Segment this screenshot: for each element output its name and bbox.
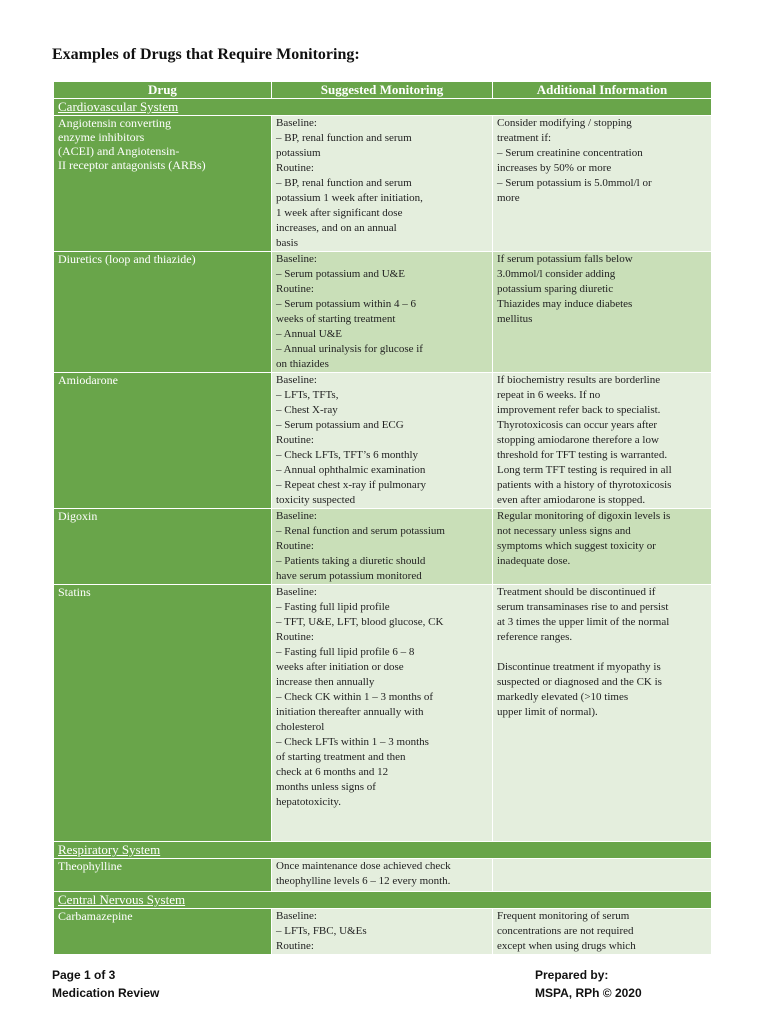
section-title-cns: Central Nervous System — [54, 892, 712, 909]
text-line: Theophylline — [58, 859, 122, 873]
text-line: weeks of starting treatment — [276, 313, 396, 325]
table-row-diuretics — [54, 252, 712, 373]
info-cell-diuretics — [493, 252, 712, 373]
text-line: improvement refer back to specialist. — [497, 404, 661, 416]
text-line: – LFTs, TFTs, — [276, 389, 339, 401]
footer-document-name: Medication Review — [52, 986, 160, 1000]
text-line: suspected or diagnosed and the CK is — [497, 676, 662, 688]
text-line: – Check CK within 1 – 3 months of — [276, 691, 434, 703]
text-line: – Annual ophthalmic examination — [276, 464, 426, 476]
text-line: reference ranges. — [497, 631, 573, 643]
text-line: not necessary unless signs and — [497, 525, 631, 537]
text-line: theophylline levels 6 – 12 every month. — [276, 875, 451, 887]
drug-cell-carbamazepine — [54, 909, 272, 955]
text-line: stopping amiodarone therefore a low — [497, 434, 659, 446]
text-line: – Annual U&E — [276, 328, 342, 340]
info-cell-amiodarone — [493, 373, 712, 509]
footer-page-number: Page 1 of 3 — [52, 968, 116, 982]
text-line: even after amiodarone is stopped. — [497, 494, 646, 506]
text-line: Carbamazepine — [58, 909, 133, 923]
text-line: – TFT, U&E, LFT, blood glucose, CK — [276, 616, 444, 628]
monitoring-cell-amiodarone — [272, 373, 493, 509]
text-line: Thyrotoxicosis can occur years after — [497, 419, 658, 431]
monitoring-cell-acei — [272, 116, 493, 252]
text-line: Baseline: — [276, 510, 317, 522]
text-line: Routine: — [276, 940, 314, 952]
text-line: repeat in 6 weeks. If no — [497, 389, 601, 401]
footer-author: MSPA, RPh © 2020 — [535, 986, 642, 1000]
text-line: – LFTs, FBC, U&Es — [276, 925, 367, 937]
monitoring-table — [53, 81, 712, 955]
text-line: Once maintenance dose achieved check — [276, 860, 451, 872]
table-row-digoxin — [54, 509, 712, 585]
text-line: Treatment should be discontinued if — [497, 586, 656, 598]
text-line: Long term TFT testing is required in all — [497, 464, 672, 476]
section-row-respiratory — [54, 842, 712, 859]
text-line: hepatotoxicity. — [276, 796, 341, 808]
info-cell-carbamazepine — [493, 909, 712, 955]
text-line: II receptor antagonists (ARBs) — [58, 158, 206, 172]
text-line: – Repeat chest x-ray if pulmonary — [276, 479, 426, 491]
table-row-acei — [54, 116, 712, 252]
section-row-cns — [54, 892, 712, 909]
drug-cell-statins — [54, 585, 272, 842]
text-line: Baseline: — [276, 253, 317, 265]
drug-cell-diuretics — [54, 252, 272, 373]
text-line: Discontinue treatment if myopathy is — [497, 661, 661, 673]
text-line: potassium — [276, 147, 321, 159]
text-line: check at 6 months and 12 — [276, 766, 389, 778]
text-line: – Serum creatinine concentration — [497, 147, 643, 159]
drug-cell-acei — [54, 116, 272, 252]
text-line: – Renal function and serum potassium — [276, 525, 445, 537]
text-line: Thiazides may induce diabetes — [497, 298, 633, 310]
table-row-carbamazepine — [54, 909, 712, 955]
text-line: Baseline: — [276, 586, 317, 598]
text-line: – Check LFTs, TFT’s 6 monthly — [276, 449, 419, 461]
drug-cell-theophylline — [54, 859, 272, 892]
text-line: – Fasting full lipid profile 6 – 8 — [276, 646, 415, 658]
monitoring-cell-statins — [272, 585, 493, 842]
text-line: months unless signs of — [276, 781, 376, 793]
text-line: – Chest X-ray — [276, 404, 338, 416]
text-line: basis — [276, 237, 298, 249]
table-header-row — [54, 82, 712, 99]
text-line: Baseline: — [276, 910, 317, 922]
monitoring-cell-theophylline — [272, 859, 493, 892]
header-additional-information: Additional Information — [493, 82, 712, 99]
table-row-theophylline — [54, 859, 712, 892]
text-line: 3.0mmol/l consider adding — [497, 268, 616, 280]
info-cell-acei — [493, 116, 712, 252]
text-line: threshold for TFT testing is warranted. — [497, 449, 668, 461]
text-line: Frequent monitoring of serum — [497, 910, 630, 922]
text-line: at 3 times the upper limit of the normal — [497, 616, 670, 628]
text-line: weeks after initiation or dose — [276, 661, 404, 673]
text-line: Regular monitoring of digoxin levels is — [497, 510, 671, 522]
text-line: – Annual urinalysis for glucose if — [276, 343, 423, 355]
text-line: enzyme inhibitors — [58, 130, 145, 144]
text-line: – Serum potassium is 5.0mmol/l or — [497, 177, 652, 189]
text-line: on thiazides — [276, 358, 329, 370]
text-line: – BP, renal function and serum — [276, 132, 412, 144]
text-line: If serum potassium falls below — [497, 253, 633, 265]
monitoring-cell-digoxin — [272, 509, 493, 585]
table-row-statins — [54, 585, 712, 842]
text-line: Statins — [58, 585, 91, 599]
text-line: inadequate dose. — [497, 555, 571, 567]
text-line: patients with a history of thyrotoxicosis — [497, 479, 672, 491]
text-line: Angiotensin converting — [58, 116, 171, 130]
info-cell-theophylline — [493, 859, 712, 892]
text-line: increases, and on an annual — [276, 222, 397, 234]
table-row-amiodarone — [54, 373, 712, 509]
text-line: – BP, renal function and serum — [276, 177, 412, 189]
text-line: Amiodarone — [58, 373, 118, 387]
info-cell-statins — [493, 585, 712, 842]
text-line: – Serum potassium and U&E — [276, 268, 405, 280]
text-line: – Serum potassium within 4 – 6 — [276, 298, 416, 310]
text-line: Diuretics (loop and thiazide) — [58, 252, 196, 266]
info-statins-paragraph-1 — [497, 585, 707, 645]
text-line: – Serum potassium and ECG — [276, 419, 404, 431]
footer-right — [535, 966, 642, 1002]
footer-left — [52, 966, 159, 1002]
text-line: markedly elevated (>10 times — [497, 691, 629, 703]
text-line: Baseline: — [276, 374, 317, 386]
text-line: If biochemistry results are borderline — [497, 374, 661, 386]
text-line: more — [497, 192, 520, 204]
text-line: serum transaminases rise to and persist — [497, 601, 669, 613]
text-line: potassium sparing diuretic — [497, 283, 614, 295]
text-line: Routine: — [276, 283, 314, 295]
text-line: Routine: — [276, 434, 314, 446]
text-line: initiation thereafter annually with — [276, 706, 424, 718]
section-title-cardiovascular: Cardiovascular System — [54, 99, 712, 116]
text-line: Routine: — [276, 540, 314, 552]
section-row-cardiovascular — [54, 99, 712, 116]
text-line: Baseline: — [276, 117, 317, 129]
monitoring-cell-carbamazepine — [272, 909, 493, 955]
text-line: upper limit of normal). — [497, 706, 598, 718]
text-line: cholesterol — [276, 721, 325, 733]
header-drug: Drug — [54, 82, 272, 99]
text-line: (ACEI) and Angiotensin- — [58, 144, 180, 158]
text-line: mellitus — [497, 313, 533, 325]
text-line: – Fasting full lipid profile — [276, 601, 390, 613]
text-line: increase then annually — [276, 676, 375, 688]
info-cell-digoxin — [493, 509, 712, 585]
footer-prepared-by: Prepared by: — [535, 968, 609, 982]
monitoring-cell-diuretics — [272, 252, 493, 373]
text-line: toxicity suspected — [276, 494, 356, 506]
text-line: Routine: — [276, 162, 314, 174]
text-line: of starting treatment and then — [276, 751, 406, 763]
header-suggested-monitoring: Suggested Monitoring — [272, 82, 493, 99]
text-line: 1 week after significant dose — [276, 207, 403, 219]
text-line: Routine: — [276, 631, 314, 643]
section-title-respiratory: Respiratory System — [54, 842, 712, 859]
text-line: have serum potassium monitored — [276, 570, 422, 582]
page-title: Examples of Drugs that Require Monitoring: — [52, 46, 360, 63]
text-line: symptoms which suggest toxicity or — [497, 540, 656, 552]
text-line: concentrations are not required — [497, 925, 634, 937]
text-line: – Patients taking a diuretic should — [276, 555, 426, 567]
text-line: potassium 1 week after initiation, — [276, 192, 423, 204]
text-line: Digoxin — [58, 509, 98, 523]
text-line: treatment if: — [497, 132, 552, 144]
drug-cell-digoxin — [54, 509, 272, 585]
text-line: – Check LFTs within 1 – 3 months — [276, 736, 429, 748]
text-line: Consider modifying / stopping — [497, 117, 632, 129]
drug-cell-amiodarone — [54, 373, 272, 509]
info-statins-paragraph-2 — [497, 660, 707, 720]
text-line: except when using drugs which — [497, 940, 636, 952]
text-line: increases by 50% or more — [497, 162, 612, 174]
